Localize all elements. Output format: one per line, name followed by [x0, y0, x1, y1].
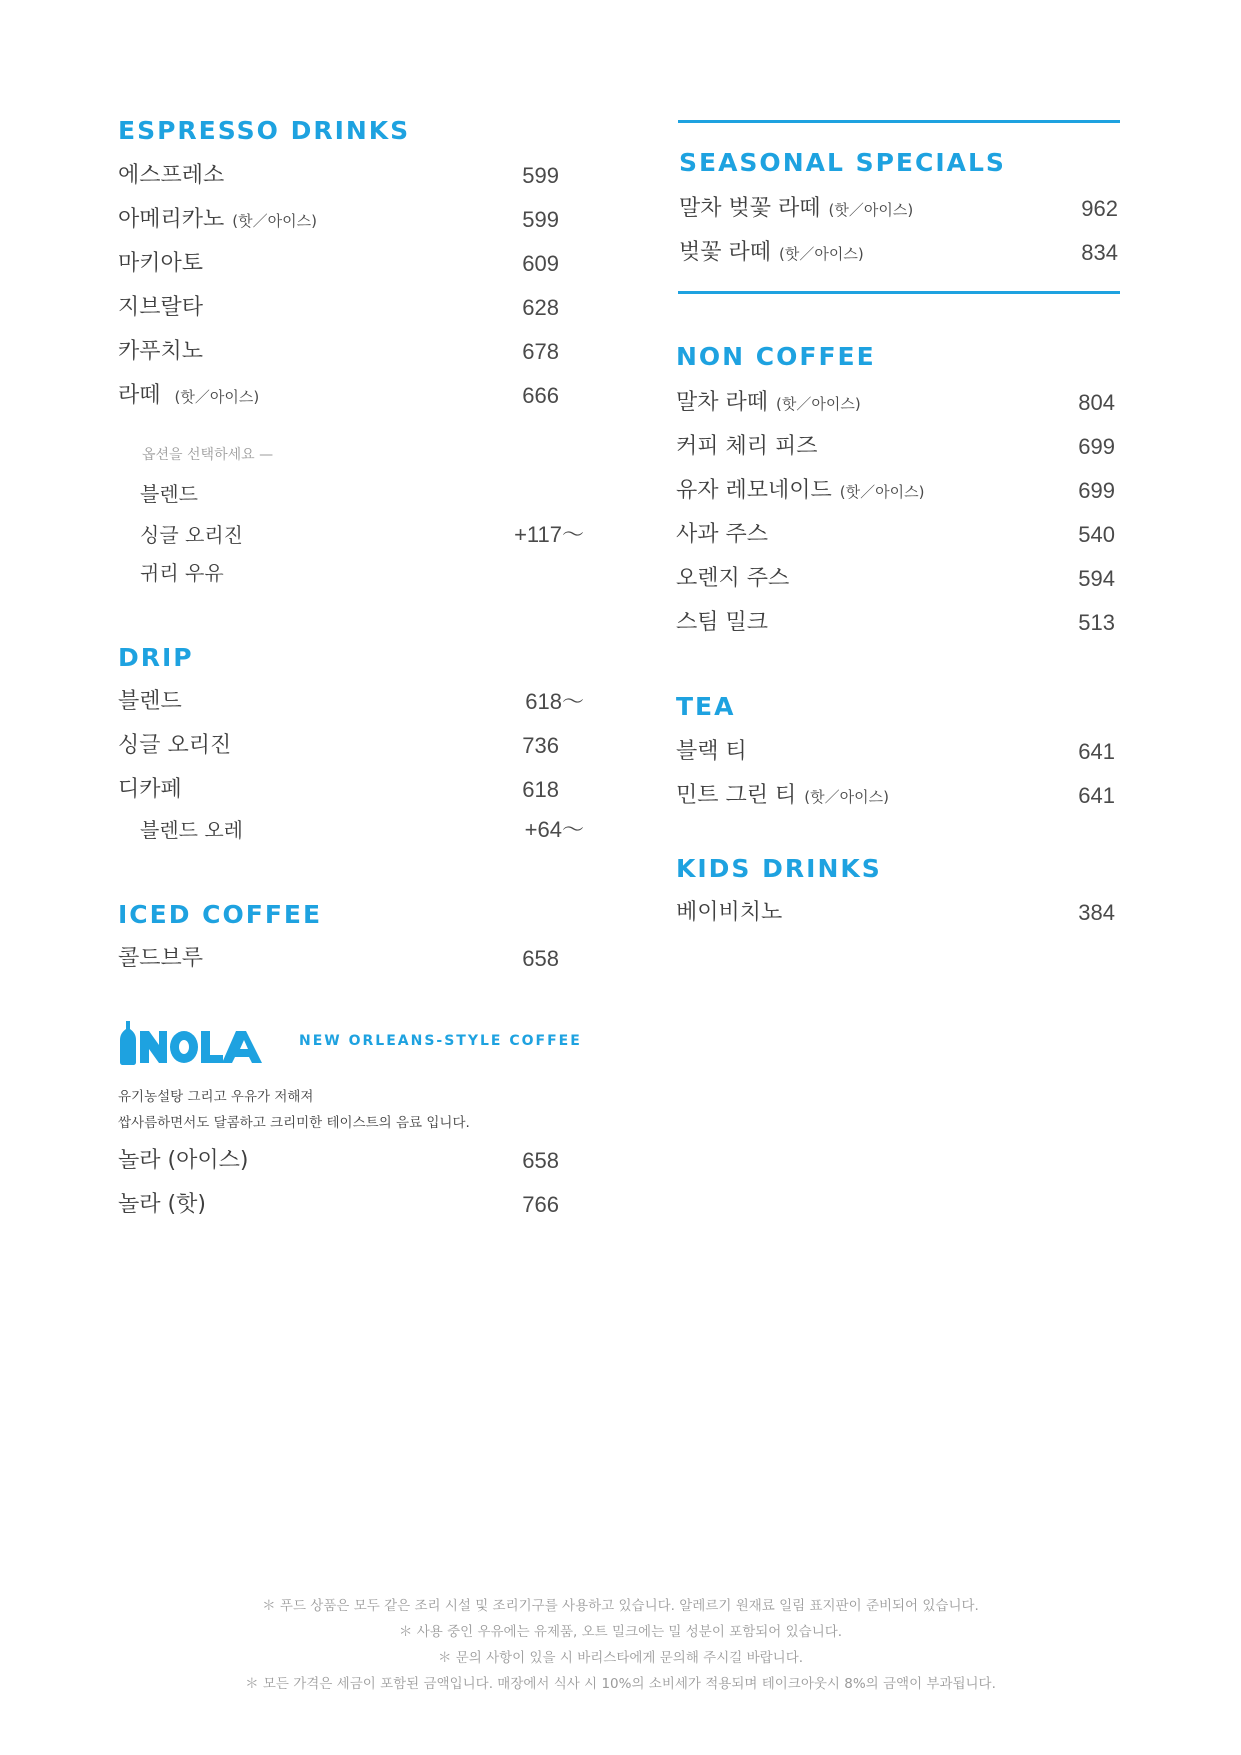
item-name: 디카페 [118, 777, 182, 802]
item-name: 사과 주스 [676, 522, 769, 547]
item-name: 블랙 티 [676, 739, 747, 764]
item-name: 민트 그린 티 [676, 783, 797, 808]
menu-item-matcha-sakura-latte [679, 194, 1118, 224]
menu-item-macchiato [118, 249, 559, 279]
item-name: 에스프레소 [118, 163, 225, 188]
footer-note-1: ＊ 푸드 상품은 모두 같은 조리 시설 및 조리기구를 사용하고 있습니다. 알레르기 원재료 일림 표지판이 준비되어 있습니다. [262, 1598, 979, 1614]
non-coffee-title: NON COFFEE [676, 342, 876, 371]
menu-item-nola-iced [118, 1146, 559, 1176]
item-name: 블렌드 [118, 689, 182, 714]
tea-title: TEA [676, 692, 736, 721]
item-name: 라떼 [118, 383, 161, 408]
menu-item-drip-single-origin [118, 731, 559, 761]
option-blend [140, 479, 584, 509]
item-price: 599 [522, 163, 559, 188]
item-note: (핫／아이스) [776, 395, 861, 413]
item-name: 말차 라떼 [676, 390, 769, 415]
item-note: (핫／아이스) [779, 245, 864, 263]
menu-item-decaf [118, 775, 559, 805]
item-price: 384 [1078, 900, 1115, 925]
iced-coffee-title: ICED COFFEE [118, 900, 323, 929]
item-price: 628 [522, 295, 559, 320]
kids-drinks-title: KIDS DRINKS [676, 854, 882, 883]
menu-item-coffee-cherry-fizz [676, 432, 1115, 462]
item-name: 블렌드 오레 [140, 818, 243, 842]
item-price: 962 [1081, 196, 1118, 221]
menu-item-gibraltar [118, 293, 559, 323]
item-price: 599 [522, 207, 559, 232]
item-price: 658 [522, 946, 559, 971]
menu-item-espresso [118, 161, 559, 191]
nola-description-line-2: 쌉사름하면서도 달콤하고 크리미한 테이스트의 음료 입니다. [118, 1115, 470, 1131]
item-price: 678 [522, 339, 559, 364]
menu-item-orange-juice [676, 564, 1115, 594]
option-name: 싱글 오리진 [140, 523, 243, 547]
item-name: 베이비치노 [676, 900, 783, 925]
footer-note-4: ＊ 모든 가격은 세금이 포함된 금액입니다. 매장에서 식사 시 10%의 소비세가 적용되며 테이크아웃시 8%의 금액이 부과됩니다. [245, 1676, 996, 1692]
item-name: 놀라 (아이스) [118, 1148, 249, 1173]
item-name: 아메리카노 [118, 207, 225, 232]
item-price: 641 [1078, 783, 1115, 808]
item-note: (핫／아이스) [174, 388, 260, 406]
option-name: 귀리 우유 [140, 561, 224, 585]
menu-item-babyccino [676, 898, 1115, 928]
menu-item-nola-hot [118, 1190, 559, 1220]
item-name: 싱글 오리진 [118, 733, 232, 758]
option-price: +117～ [514, 522, 584, 547]
menu-item-black-tea [676, 737, 1115, 767]
menu-item-mint-green-tea [676, 781, 1115, 811]
item-name: 마키아토 [118, 251, 204, 276]
item-price: 540 [1078, 522, 1115, 547]
menu-item-cold-brew [118, 944, 559, 974]
item-price: 618 [522, 777, 559, 802]
espresso-drinks-title: ESPRESSO DRINKS [118, 116, 411, 145]
menu-item-matcha-latte [676, 388, 1115, 418]
item-price: 618～ [525, 689, 584, 714]
item-price: 736 [522, 733, 559, 758]
option-caption: 옵션을 선택하세요 — [142, 447, 274, 463]
item-name: 놀라 (핫) [118, 1192, 206, 1217]
menu-item-apple-juice [676, 520, 1115, 550]
item-name: 카푸치노 [118, 339, 204, 364]
nola-logo [118, 1019, 270, 1065]
item-note: (핫／아이스) [828, 201, 914, 219]
item-price: 658 [522, 1148, 559, 1173]
item-note: (핫／아이스) [232, 212, 317, 230]
item-name: 스팀 밀크 [676, 610, 769, 635]
item-price: 804 [1078, 390, 1115, 415]
menu-item-yuzu-lemonade [676, 476, 1115, 506]
footer-note-2: ＊ 사용 중인 우유에는 유제품, 오트 밀크에는 밀 성분이 포함되어 있습니다. [398, 1624, 843, 1640]
nola-description-line-1: 유기농설탕 그리고 우유가 저해져 [118, 1089, 314, 1105]
seasonal-bottom-divider [678, 291, 1120, 294]
item-name: 말차 벚꽃 라떼 [679, 196, 821, 221]
item-price: 834 [1081, 240, 1118, 265]
option-oat-milk [140, 558, 584, 588]
item-price: 594 [1078, 566, 1115, 591]
menu-item-americano [118, 205, 559, 235]
item-name: 유자 레모네이드 [676, 478, 832, 503]
menu-item-drip-blend [118, 687, 584, 717]
item-note: (핫／아이스) [804, 788, 889, 806]
option-single-origin [140, 520, 584, 550]
item-name: 커피 체리 피즈 [676, 434, 818, 459]
menu-item-sakura-latte [679, 238, 1118, 268]
item-name: 콜드브루 [118, 946, 204, 971]
seasonal-specials-title: SEASONAL SPECIALS [679, 148, 1006, 177]
item-price: 609 [522, 251, 559, 276]
nola-tagline: NEW ORLEANS-STYLE COFFEE [299, 1033, 582, 1049]
item-price: 699 [1078, 478, 1115, 503]
item-price: 666 [522, 383, 559, 408]
menu-item-cappuccino [118, 337, 559, 367]
drip-title: DRIP [118, 643, 194, 672]
item-name: 지브랄타 [118, 295, 204, 320]
item-name: 오렌지 주스 [676, 566, 790, 591]
item-price: +64～ [524, 817, 584, 842]
menu-item-steamed-milk [676, 608, 1115, 638]
option-name: 블렌드 [140, 482, 198, 506]
item-price: 766 [522, 1192, 559, 1217]
item-price: 699 [1078, 434, 1115, 459]
item-note: (핫／아이스) [839, 483, 925, 501]
footer-note-3: ＊ 문의 사항이 있을 시 바리스타에게 문의해 주시길 바랍니다. [437, 1650, 804, 1666]
item-name: 벚꽃 라떼 [679, 240, 772, 265]
seasonal-top-divider [678, 120, 1120, 123]
menu-item-blend-au-lait [140, 815, 584, 845]
menu-item-latte [118, 381, 559, 411]
item-price: 513 [1078, 610, 1115, 635]
item-price: 641 [1078, 739, 1115, 764]
